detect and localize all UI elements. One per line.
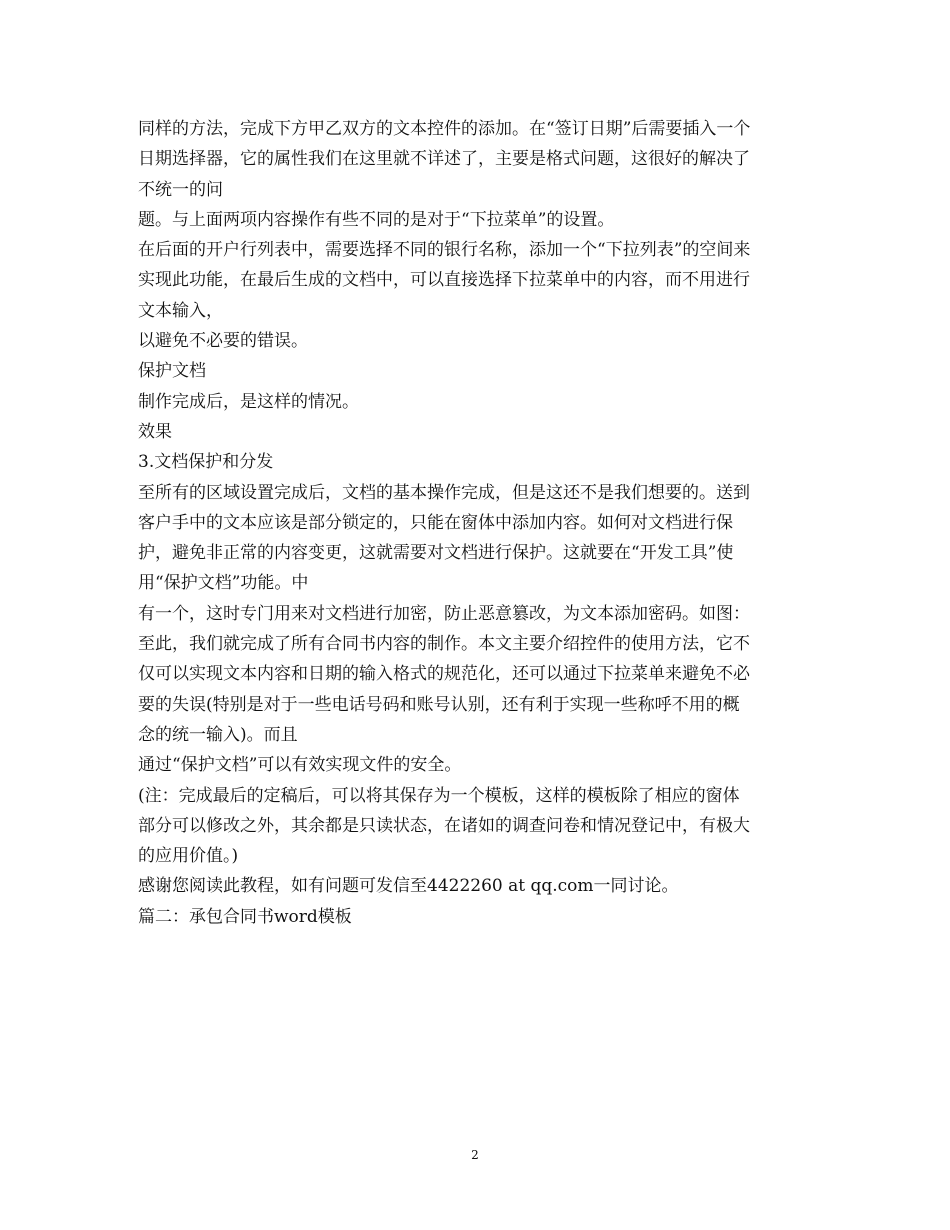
body-line: 客户手中的文本应该是部分锁定的，只能在窗体中添加内容。如何对文档进行保 <box>138 512 733 533</box>
body-line: 制作完成后，是这样的情况。 <box>138 391 359 412</box>
body-line: 实现此功能，在最后生成的文档中，可以直接选择下拉菜单中的内容，而不用进行 <box>138 270 750 291</box>
body-line: 至所有的区域设置完成后，文档的基本操作完成，但是这还不是我们想要的。送到 <box>138 482 750 503</box>
section-heading: 3.文档保护和分发 <box>138 452 274 473</box>
body-line: 文本输入， <box>138 300 223 321</box>
body-line: 仅可以实现文本内容和日期的输入格式的规范化，还可以通过下拉菜单来避免不必 <box>138 664 750 685</box>
page-number: 2 <box>471 1148 479 1162</box>
section-heading: 篇二：承包合同书word模板 <box>138 906 352 927</box>
body-line: 要的失误(特别是对于一些电话号码和账号认别，还有利于实现一些称呼不用的概 <box>138 694 740 715</box>
body-line: 护，避免非正常的内容变更，这就需要对文档进行保护。这就要在“开发工具”使 <box>138 543 734 564</box>
body-line: 效果 <box>138 421 172 442</box>
document-body <box>138 114 818 932</box>
body-line: 感谢您阅读此教程，如有问题可发信至4422260 at qq.com一同讨论。 <box>138 876 679 897</box>
body-line: 有一个，这时专门用来对文档进行加密，防止恶意篡改，为文本添加密码。如图： <box>138 603 750 624</box>
body-line: 用“保护文档”功能。中 <box>138 573 309 594</box>
body-line: 日期选择器，它的属性我们在这里就不详述了，主要是格式问题，这很好的解决了 <box>138 149 750 170</box>
body-line: 题。与上面两项内容操作有些不同的是对于“下拉菜单”的设置。 <box>138 209 615 230</box>
body-line: 通过“保护文档”可以有效实现文件的安全。 <box>138 755 462 776</box>
body-line: 的应用价值。) <box>138 846 239 867</box>
body-line: 不统一的问 <box>138 179 223 200</box>
body-line: 以避免不必要的错误。 <box>138 331 308 352</box>
body-line: 在后面的开户行列表中，需要选择不同的银行名称，添加一个“下拉列表”的空间来 <box>138 240 751 261</box>
body-line: (注：完成最后的定稿后，可以将其保存为一个模板，这样的模板除了相应的窗体 <box>138 785 740 806</box>
body-line: 部分可以修改之外，其余都是只读状态，在诸如的调查问卷和情况登记中，有极大 <box>138 815 750 836</box>
body-line: 至此，我们就完成了所有合同书内容的制作。本文主要介绍控件的使用方法，它不 <box>138 634 750 655</box>
body-line: 同样的方法，完成下方甲乙双方的文本控件的添加。在“签订日期”后需要插入一个 <box>138 119 751 139</box>
section-heading: 保护文档 <box>138 361 206 382</box>
body-line: 念的统一输入)。而且 <box>138 724 298 745</box>
